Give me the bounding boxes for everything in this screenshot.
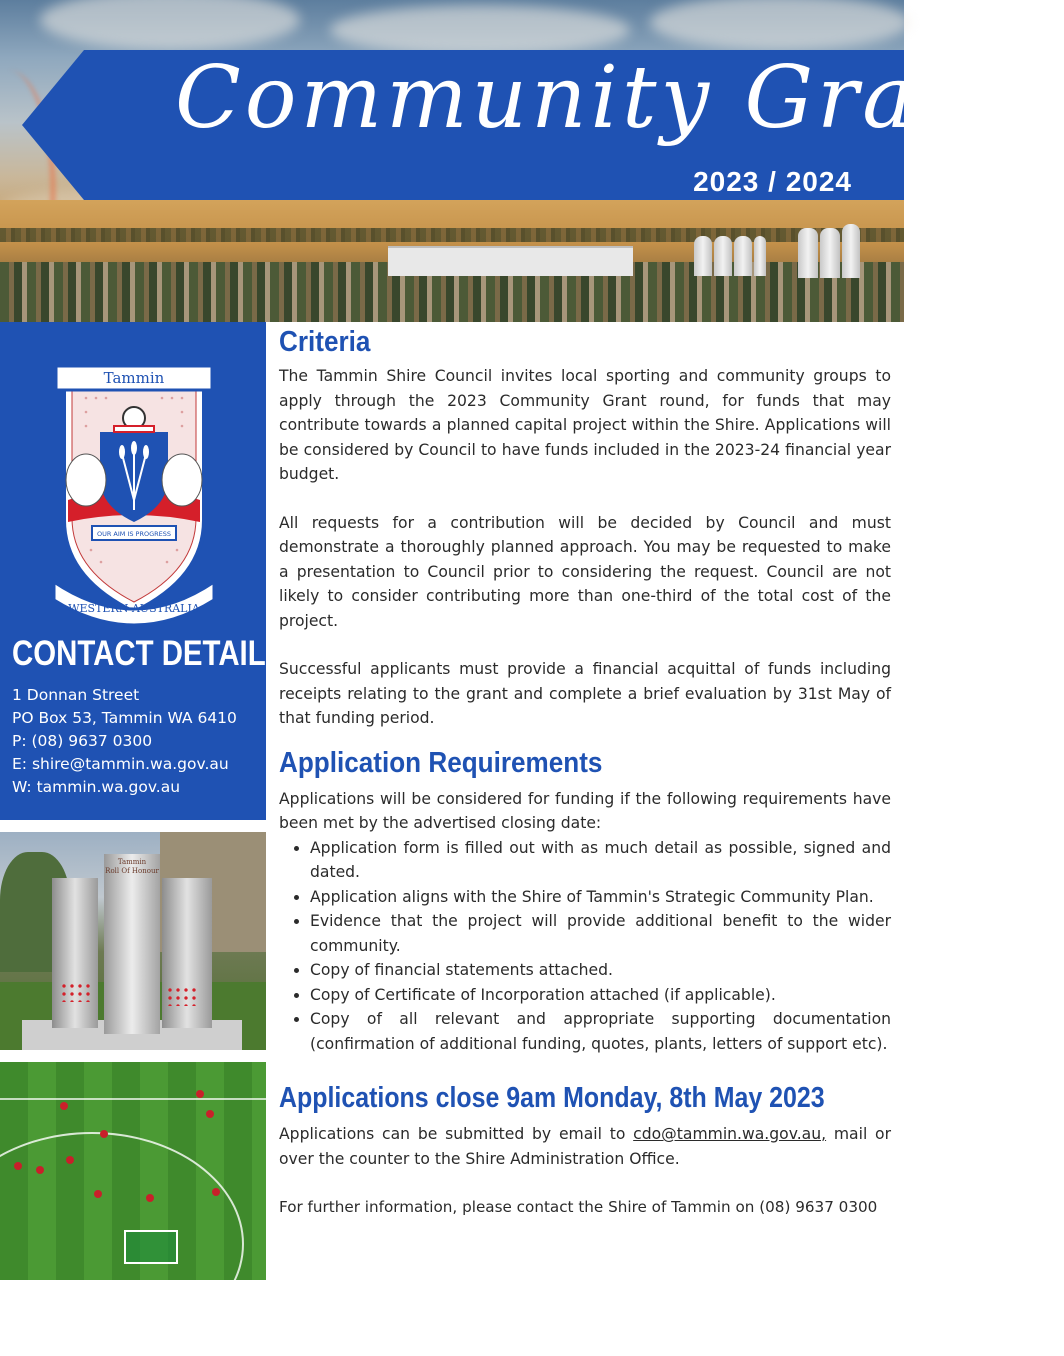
crest-motto-text: OUR AIM IS PROGRESS [96, 530, 172, 538]
list-item: • Evidence that the project will provide additional benefit to the wider community. [310, 909, 891, 958]
contact-po-box: PO Box 53, Tammin WA 6410 [12, 709, 237, 727]
criteria-paragraph-2: All requests for a contribution will be decided by Council and must demonstrate a thoroughly planned approach. You may be requested to make a presentation to Council prior to considering the request. Council are not likely to consider contributing more than one-third of the total cost of the project. [279, 513, 891, 630]
shire-crest-logo [50, 350, 218, 642]
list-item: • Copy of Certificate of Incorporation attached (if applicable). [310, 983, 891, 1008]
memorial-photo [0, 832, 266, 1050]
contact-website: W: tammin.wa.gov.au [12, 778, 181, 796]
submission-text-after: mail or over the counter to the Shire Administration Office. [279, 1125, 892, 1168]
page-title: Community Grants [175, 48, 1064, 148]
year-label: 2023 / 2024 [693, 166, 852, 197]
requirements-intro: Applications will be considered for funding if the following requirements have been met by the advertised closing date: [279, 789, 891, 832]
list-item: • Application aligns with the Shire of Tammin's Strategic Community Plan. [310, 885, 891, 910]
submission-paragraph [279, 1122, 891, 1171]
plaque-line-1: Tammin [117, 858, 147, 866]
football-oval-photo [0, 1062, 266, 1280]
crest-bottom-scroll-text: WESTERN AUSTRALIA [68, 602, 200, 615]
contact-heading: CONTACT DETAILS [12, 634, 286, 673]
requirements-heading: Application Requirements [279, 746, 603, 779]
criteria-heading: Criteria [279, 326, 371, 358]
list-item: • Copy of all relevant and appropriate supporting documentation (confirmation of additional funding, quotes, plants, letters of support etc). [310, 1007, 891, 1056]
contact-details [12, 684, 262, 799]
criteria-paragraph-1: The Tammin Shire Council invites local sporting and community groups to apply through the 2023 Community Grant round, for funds that may contribute towards a planned capital project within the Shire. Applications will be considered by Council to have funds included in the 2023-24 financial year budget. [279, 367, 891, 483]
list-item: • Application form is filled out with as much detail as possible, signed and dated. [310, 836, 891, 885]
contact-sidebar [0, 322, 286, 820]
closing-date-heading: Applications close 9am Monday, 8th May 2023 [279, 1082, 825, 1114]
further-info-text: For further information, please contact the Shire of Tammin on (08) 9637 0300 [279, 1198, 878, 1216]
contact-email: E: shire@tammin.wa.gov.au [12, 755, 229, 773]
plaque-line-2: Roll Of Honour [105, 867, 159, 875]
contact-phone: P: (08) 9637 0300 [12, 732, 153, 750]
criteria-paragraph-3: Successful applicants must provide a financial acquittal of funds including receipts relating to the grant and complete a brief evaluation by 31st May of that funding period. [279, 660, 891, 727]
header-landscape-photo [0, 0, 1064, 322]
submission-text-before: Applications can be submitted by email to [279, 1125, 634, 1143]
main-content [279, 326, 891, 1220]
list-item: • Copy of financial statements attached. [310, 958, 891, 983]
cdo-email-link[interactable]: cdo@tammin.wa.gov.au, [633, 1125, 827, 1143]
crest-top-scroll-text: Tammin [103, 369, 165, 387]
requirements-list [279, 836, 891, 1057]
contact-address: 1 Donnan Street [12, 686, 140, 704]
